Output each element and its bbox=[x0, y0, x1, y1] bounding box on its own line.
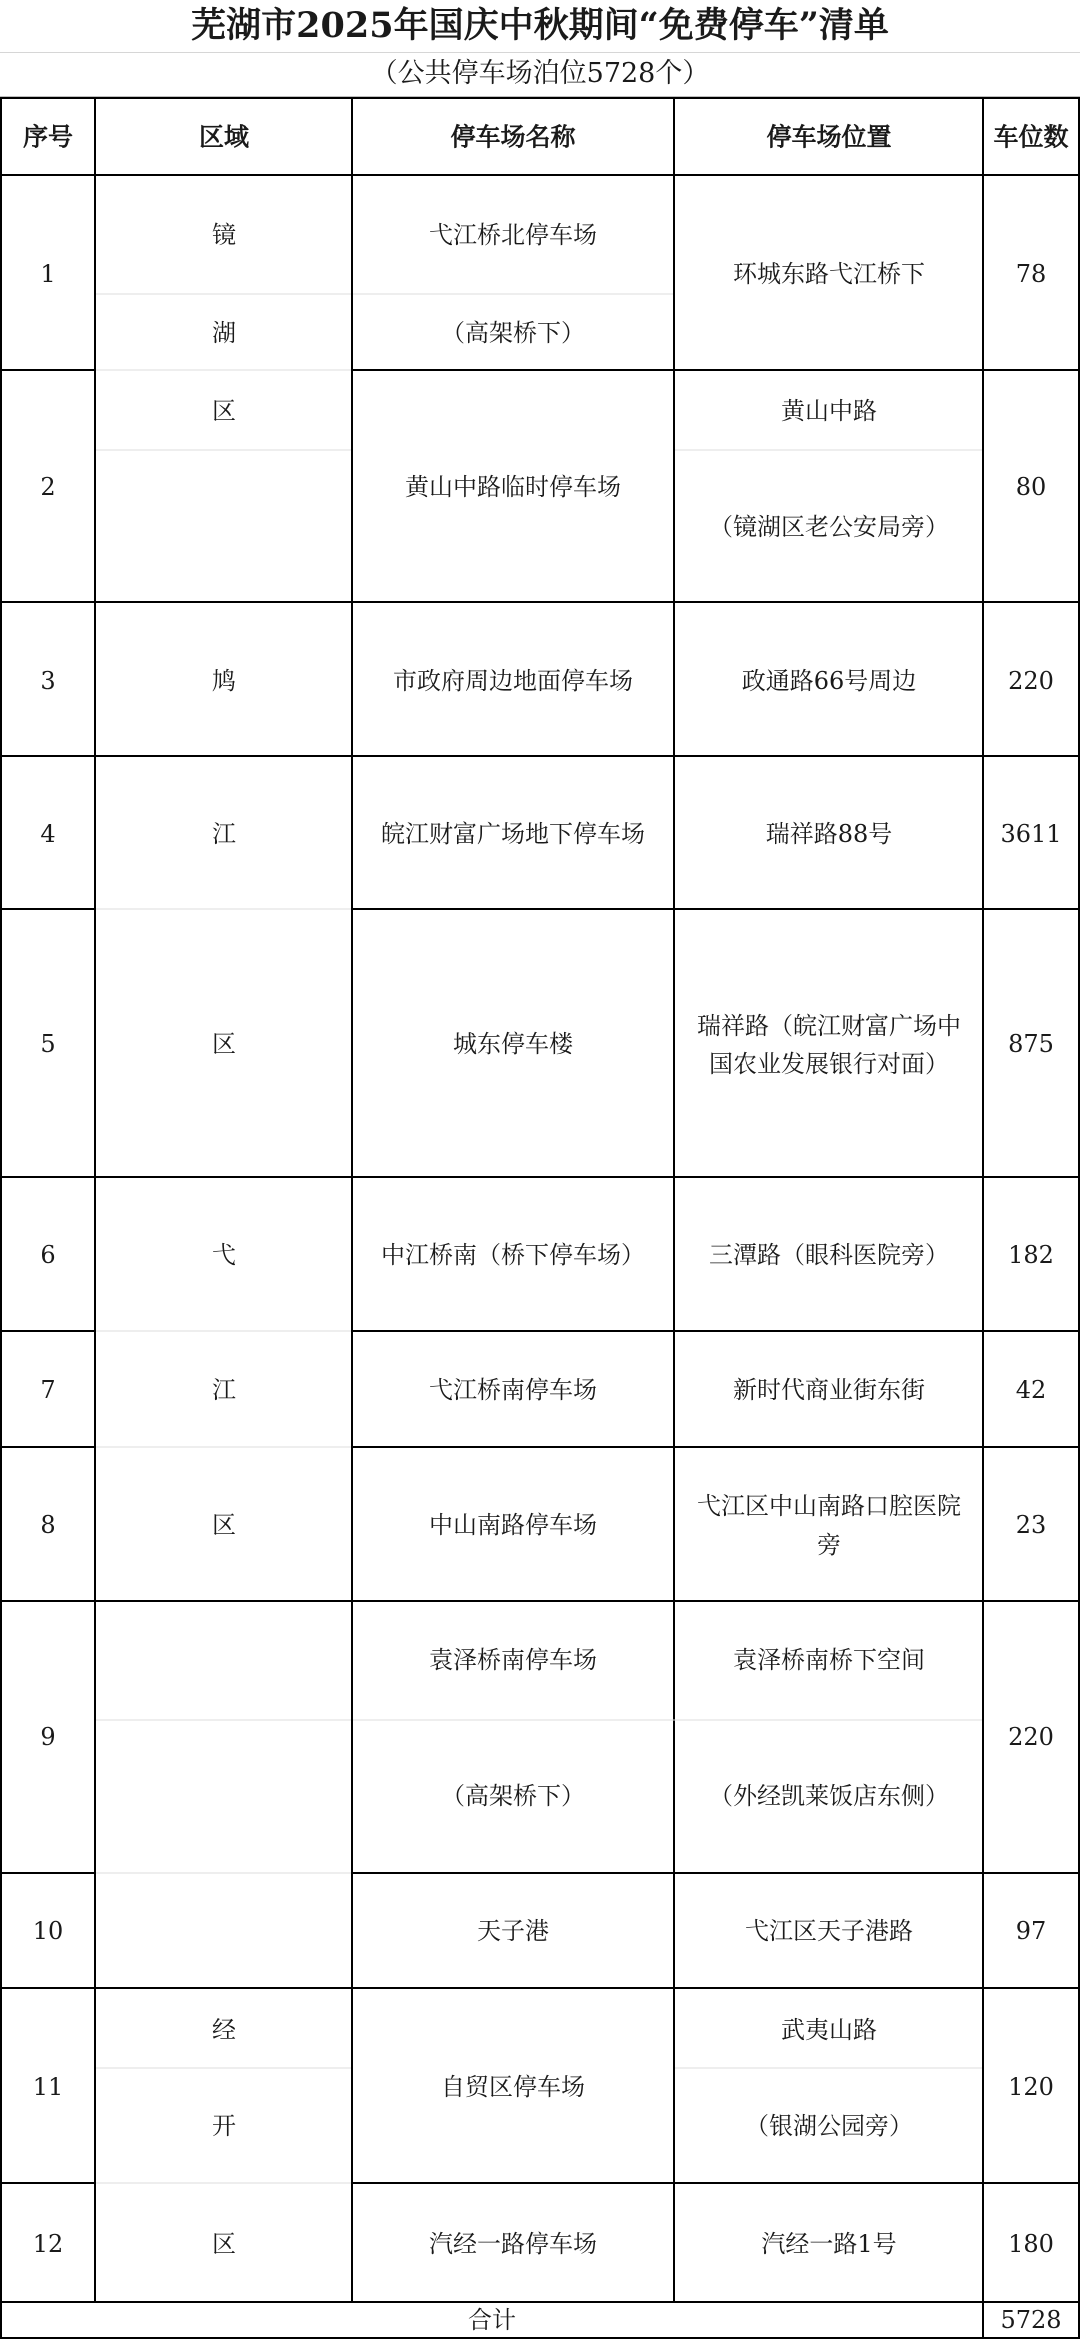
cell-district: 区 bbox=[212, 2230, 236, 2258]
cell-seq: 7 bbox=[40, 1376, 56, 1404]
cell-seq: 8 bbox=[40, 1511, 56, 1539]
cell-lot-name: 袁泽桥南停车场 bbox=[429, 1646, 597, 1674]
cell-district: 区 bbox=[212, 1030, 236, 1058]
cell-lot-name: 弋江桥北停车场 bbox=[429, 221, 597, 249]
cell-lot-name: 天子港 bbox=[477, 1917, 549, 1945]
cell-lot-name: 黄山中路临时停车场 bbox=[405, 473, 621, 501]
cell-seq: 4 bbox=[40, 820, 56, 848]
cell-spaces: 3611 bbox=[1000, 820, 1062, 848]
cell-lot-name: 汽经一路停车场 bbox=[429, 2230, 597, 2258]
cell-seq: 6 bbox=[40, 1241, 56, 1269]
cell-spaces: 23 bbox=[1015, 1511, 1047, 1539]
cell-location: 旁 bbox=[817, 1531, 841, 1559]
cell-spaces: 220 bbox=[1008, 667, 1054, 695]
cell-district: 湖 bbox=[212, 319, 236, 347]
cell-location: 弋江区天子港路 bbox=[745, 1917, 913, 1945]
header-spaces: 车位数 bbox=[993, 122, 1069, 152]
cell-district: 弋 bbox=[212, 1241, 236, 1269]
cell-location: 环城东路弋江桥下 bbox=[733, 260, 925, 288]
cell-lot-name: （高架桥下） bbox=[441, 1782, 585, 1810]
cell-spaces: 875 bbox=[1008, 1030, 1054, 1058]
cell-location: 汽经一路1号 bbox=[761, 2230, 897, 2258]
cell-location: 新时代商业街东街 bbox=[733, 1376, 925, 1404]
cell-seq: 5 bbox=[40, 1030, 56, 1058]
cell-seq: 3 bbox=[40, 667, 56, 695]
cell-location: 瑞祥路（皖江财富广场中 bbox=[697, 1012, 961, 1040]
cell-spaces: 42 bbox=[1015, 1376, 1047, 1404]
cell-spaces: 220 bbox=[1008, 1723, 1054, 1751]
cell-spaces: 80 bbox=[1015, 473, 1047, 501]
cell-seq: 12 bbox=[32, 2230, 64, 2258]
cell-seq: 11 bbox=[32, 2073, 64, 2101]
cell-location: （外经凯莱饭店东侧） bbox=[709, 1782, 949, 1810]
cell-lot-name: （高架桥下） bbox=[441, 319, 585, 347]
cell-lot-name: 城东停车楼 bbox=[453, 1030, 573, 1058]
total-label: 合计 bbox=[468, 2306, 516, 2334]
cell-district: 江 bbox=[212, 1376, 236, 1404]
cell-lot-name: 自贸区停车场 bbox=[441, 2073, 585, 2101]
cell-lot-name: 市政府周边地面停车场 bbox=[393, 667, 633, 695]
cell-seq: 10 bbox=[32, 1917, 64, 1945]
header-lot-name: 停车场名称 bbox=[450, 122, 576, 152]
cell-spaces: 180 bbox=[1008, 2230, 1054, 2258]
cell-location: 武夷山路 bbox=[781, 2016, 877, 2044]
cell-district: 镜 bbox=[212, 221, 236, 249]
cell-district: 鸠 bbox=[212, 667, 236, 695]
cell-district: 江 bbox=[212, 820, 236, 848]
cell-lot-name: 中山南路停车场 bbox=[429, 1511, 597, 1539]
header-district: 区域 bbox=[198, 122, 250, 152]
cell-district: 区 bbox=[212, 397, 236, 425]
cell-district: 区 bbox=[212, 1511, 236, 1539]
cell-district: 开 bbox=[212, 2112, 236, 2140]
cell-location: 政通路66号周边 bbox=[741, 667, 917, 695]
cell-lot-name: 中江桥南（桥下停车场） bbox=[381, 1241, 645, 1269]
cell-district: 经 bbox=[212, 2016, 236, 2044]
header-location: 停车场位置 bbox=[766, 122, 892, 152]
cell-location: 三潭路（眼科医院旁） bbox=[709, 1241, 949, 1269]
cell-location: 瑞祥路88号 bbox=[765, 820, 893, 848]
cell-location: 国农业发展银行对面） bbox=[709, 1050, 949, 1078]
page-subtitle: （公共停车场泊位5728个） bbox=[0, 52, 1080, 97]
cell-location: （镜湖区老公安局旁） bbox=[709, 513, 949, 541]
cell-spaces: 97 bbox=[1015, 1917, 1047, 1945]
cell-spaces: 182 bbox=[1008, 1241, 1054, 1269]
cell-seq: 2 bbox=[40, 473, 56, 501]
page-title: 芜湖市2025年国庆中秋期间“免费停车”清单 bbox=[0, 0, 1080, 53]
cell-location: 黄山中路 bbox=[781, 397, 877, 425]
cell-location: 弋江区中山南路口腔医院 bbox=[697, 1492, 961, 1520]
cell-lot-name: 弋江桥南停车场 bbox=[429, 1376, 597, 1404]
cell-seq: 1 bbox=[40, 260, 56, 288]
cell-lot-name: 皖江财富广场地下停车场 bbox=[381, 820, 645, 848]
cell-seq: 9 bbox=[40, 1723, 56, 1751]
cell-spaces: 78 bbox=[1015, 260, 1047, 288]
total-value: 5728 bbox=[1000, 2306, 1062, 2334]
cell-location: 袁泽桥南桥下空间 bbox=[733, 1646, 925, 1674]
cell-location: （银湖公园旁） bbox=[745, 2112, 913, 2140]
header-seq: 序号 bbox=[22, 122, 74, 152]
cell-spaces: 120 bbox=[1008, 2073, 1054, 2101]
